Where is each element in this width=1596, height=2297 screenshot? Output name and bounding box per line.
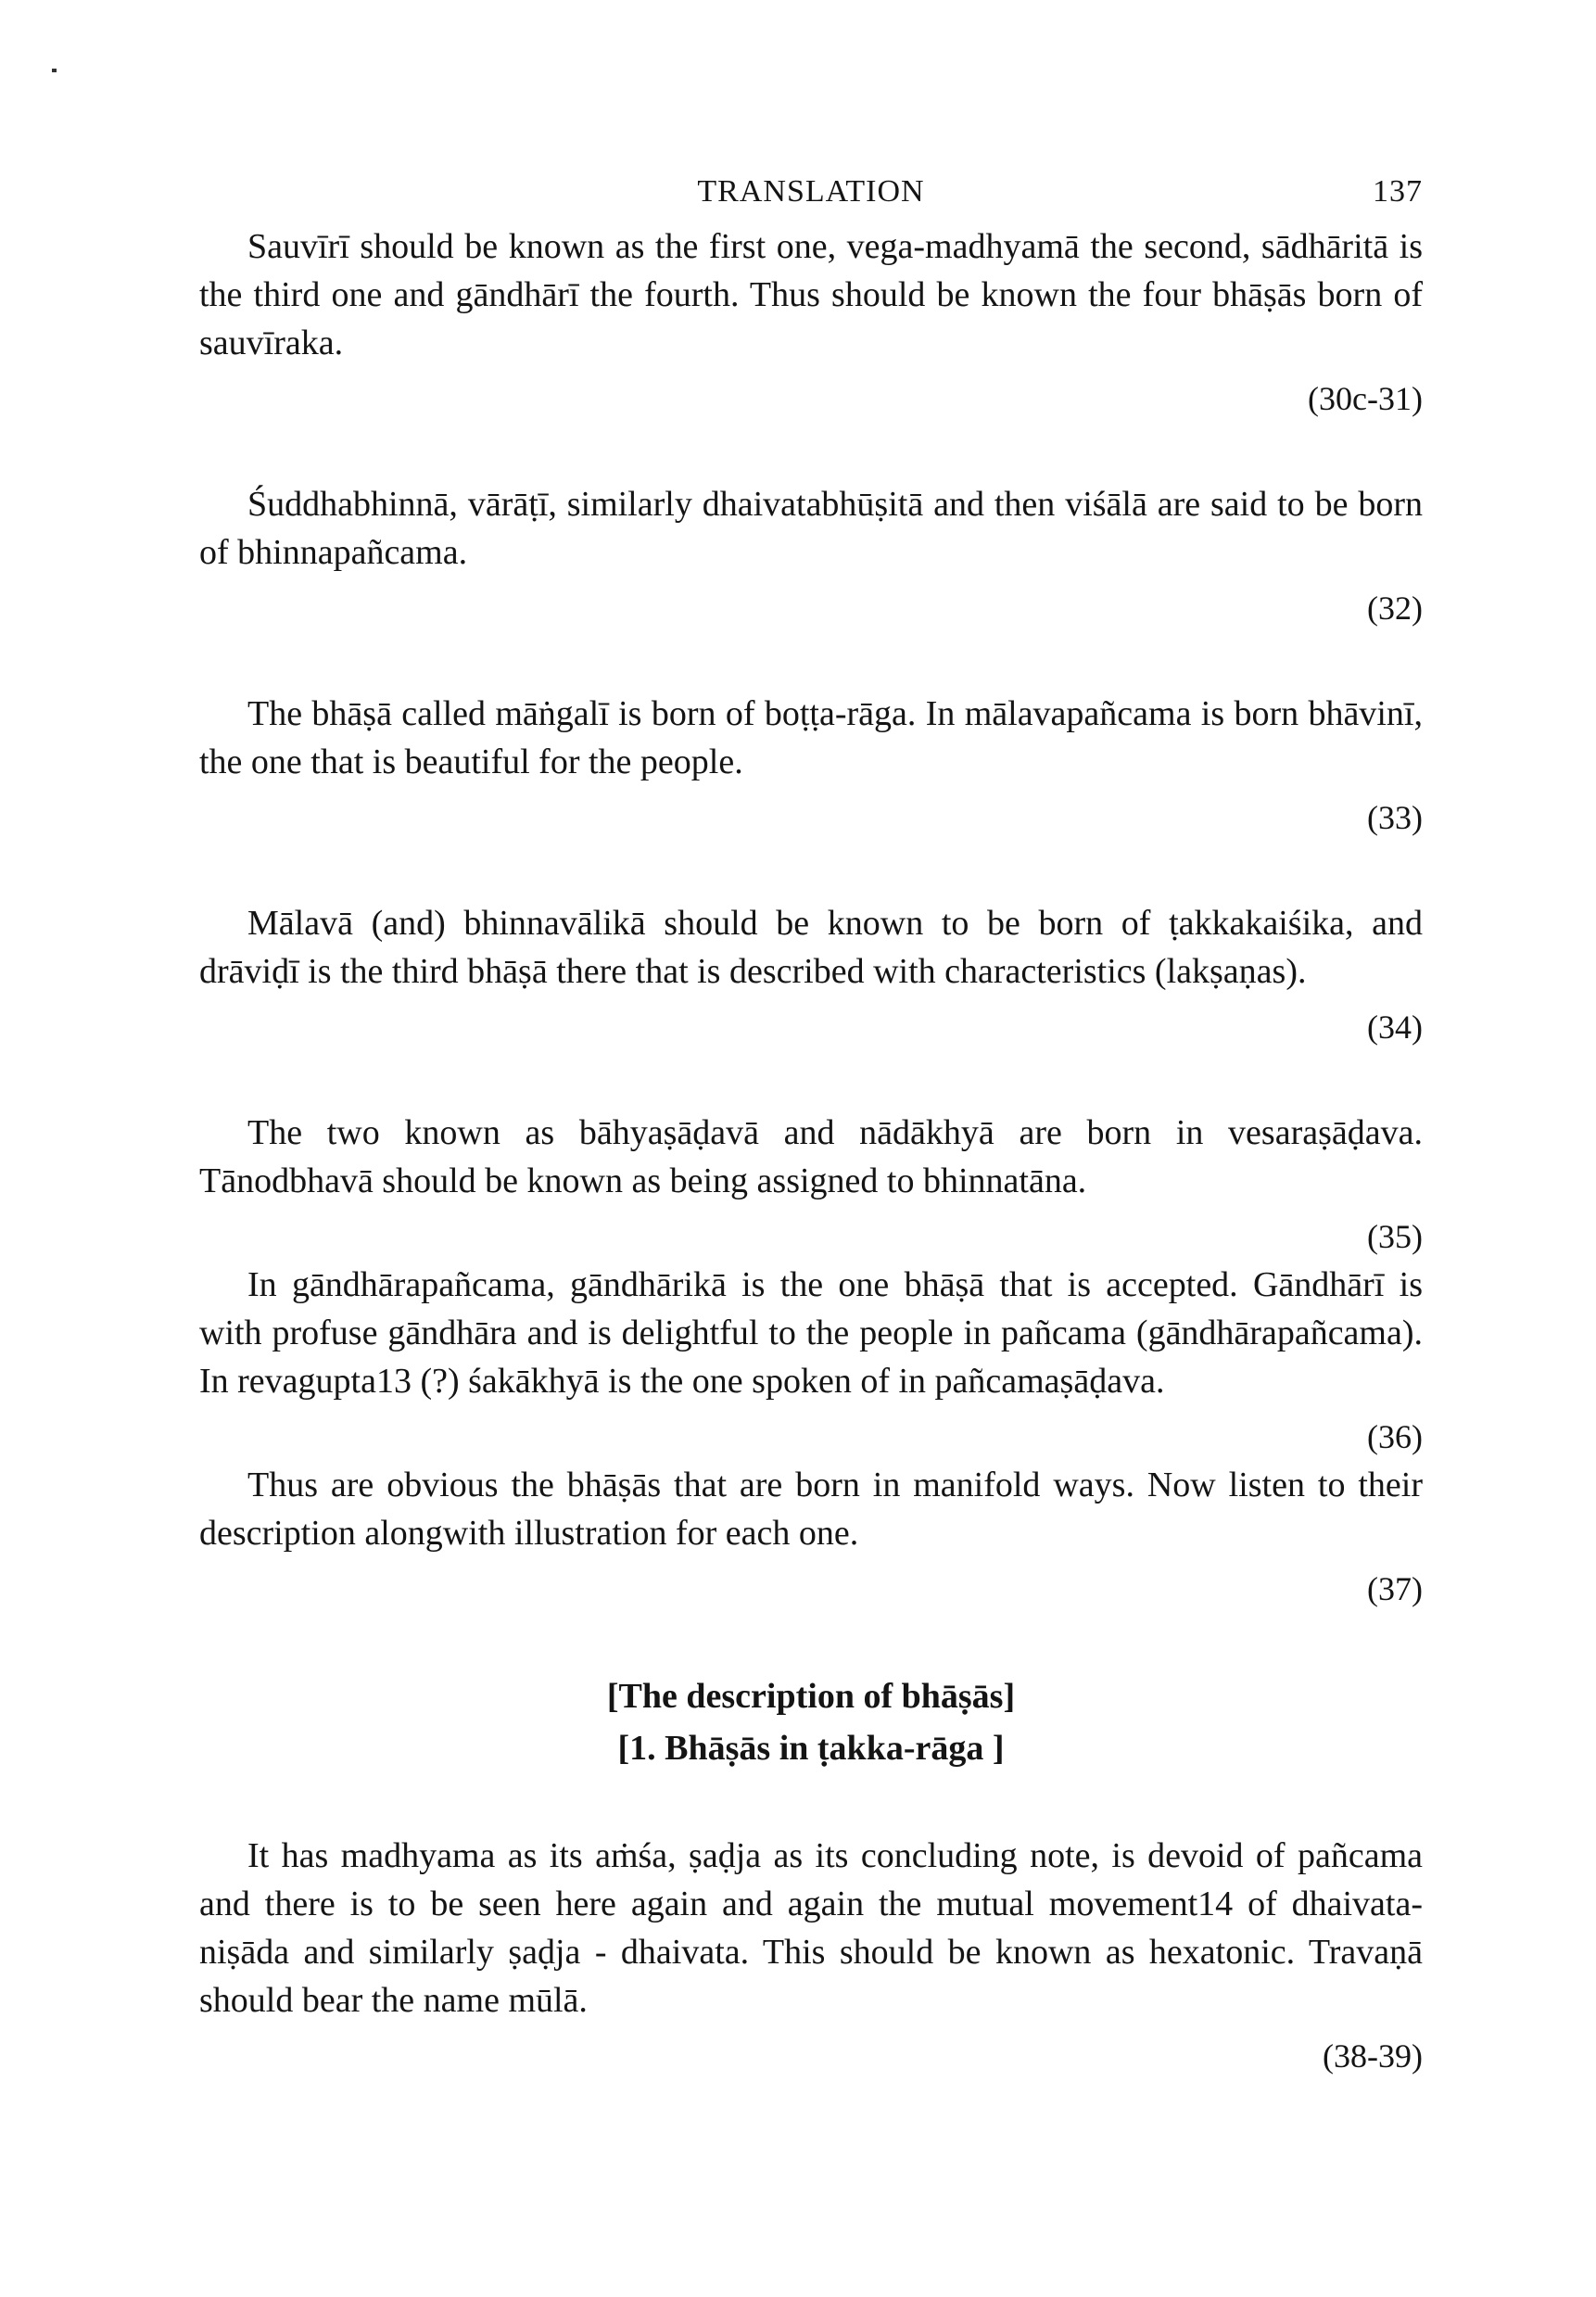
paragraph-text: The bhāṣā called māṅgalī is born of boṭṭa-rāga. In mālavapañcama is born bhāvinī, the one that is beautiful for the people. xyxy=(199,694,1423,781)
paragraph-text: The two known as bāhyaṣāḍavā and nādākhyā are born in vesaraṣāḍava. Tānodbhavā should be known as being assigned to bhinnatāna. xyxy=(199,1113,1423,1200)
page xyxy=(199,158,1423,2080)
verse-number: (38-39) xyxy=(1323,2037,1423,2075)
verse-number: (33) xyxy=(1367,799,1423,836)
running-title: TRANSLATION xyxy=(697,174,925,209)
paragraph-text: In gāndhārapañcama, gāndhārikā is the one bhāṣā that is accepted. Gāndhārī is with profuse gāndhāra and is delightful to the people in pañcama (gāndhārapañcama). In revagupta13 (?) śakākhyā is the one spoken of in pañcamaṣāḍava. xyxy=(199,1265,1423,1401)
subsection-heading: [1. Bhāṣās in ṭakka-rāga ] xyxy=(617,1729,1005,1768)
verse-number: (34) xyxy=(1367,1009,1423,1046)
paragraph-text: Śuddhabhinnā, vārāṭī, similarly dhaivatabhūṣitā and then viśālā are said to be born of bhinnapañcama. xyxy=(199,485,1423,572)
verse-number: (36) xyxy=(1367,1418,1423,1455)
paragraph-34 xyxy=(199,899,1423,996)
paragraph-text: Thus are obvious the bhāṣās that are born in manifold ways. Now listen to their description alongwith illustration for each one. xyxy=(199,1466,1423,1553)
verse-number: (37) xyxy=(1367,1570,1423,1607)
paragraph-37 xyxy=(199,1461,1423,1557)
section-heading: [The description of bhāṣās] xyxy=(606,1677,1016,1716)
paragraph-32 xyxy=(199,480,1423,577)
paragraph-text: It has madhyama as its aṁśa, ṣaḍja as its concluding note, is devoid of pañcama and there is to be seen here again and again the mutual movement14 of dhaivata-niṣāda and similarly ṣaḍja - dhaivata. This should be known as hexatonic. Travaṇā should bear the name mūlā. xyxy=(199,1836,1423,2020)
page-number: 137 xyxy=(1373,174,1423,209)
verse-number: (35) xyxy=(1367,1218,1423,1255)
paragraph-36 xyxy=(199,1261,1423,1405)
paragraph-38-39 xyxy=(199,1832,1423,2024)
paragraph-30c-31 xyxy=(199,222,1423,367)
scan-mark xyxy=(52,69,57,72)
paragraph-text: Mālavā (and) bhinnavālikā should be known to be born of ṭakkakaiśika, and drāviḍī is the third bhāṣā there that is described with characteristics (lakṣaṇas). xyxy=(199,904,1423,991)
running-header xyxy=(199,158,1423,213)
paragraph-33 xyxy=(199,690,1423,786)
paragraph-35 xyxy=(199,1109,1423,1205)
verse-number: (32) xyxy=(1367,590,1423,627)
paragraph-text: Sauvīrī should be known as the first one, vega-madhyamā the second, sādhāritā is the third one and gāndhārī the fourth. Thus should be known the four bhāṣās born of sauvīraka. xyxy=(199,227,1423,362)
verse-number: (30c-31) xyxy=(1308,380,1423,417)
